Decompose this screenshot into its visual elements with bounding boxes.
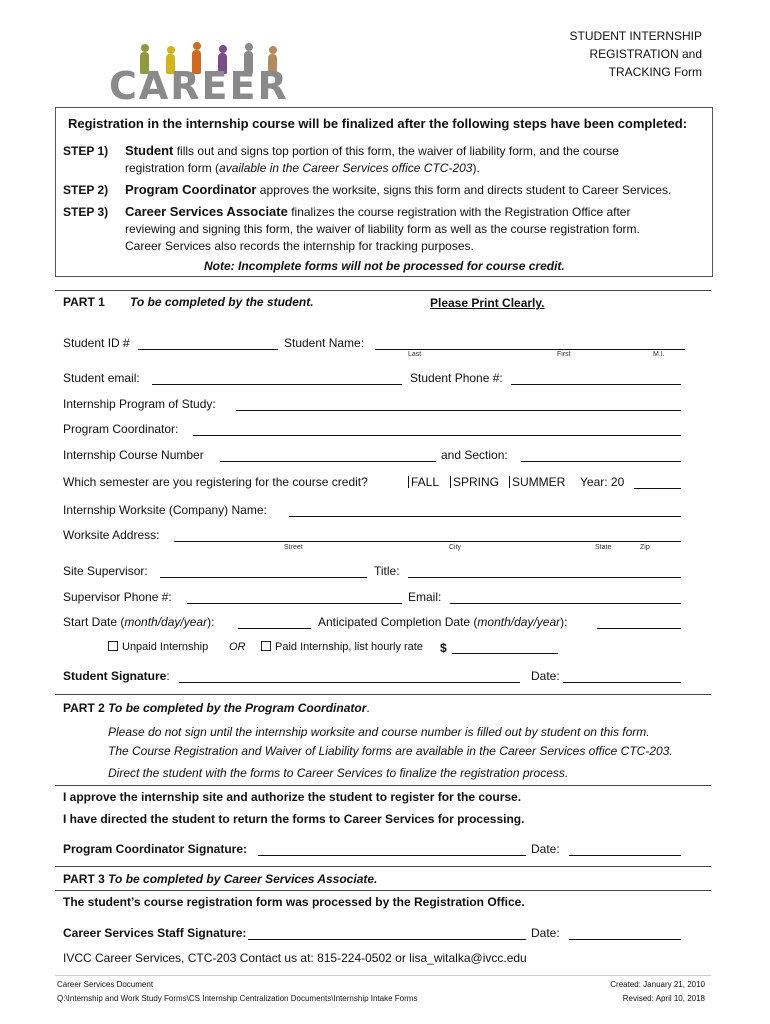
step3-label: STEP 3) — [63, 205, 109, 219]
completion-date-format: month/day/year — [477, 615, 561, 629]
part1-label: PART 1 — [63, 295, 105, 309]
supervisor-email-label: Email: — [408, 590, 442, 604]
student-name-field[interactable] — [375, 336, 685, 350]
staff-date-label: Date: — [531, 926, 560, 940]
step1-text2c: ). — [472, 161, 480, 175]
program-of-study-field[interactable] — [236, 397, 681, 411]
part2-subtitle: To be completed by the Program Coordinator — [108, 701, 367, 715]
student-phone-label: Student Phone #: — [410, 371, 503, 385]
part2-note3: Direct the student with the forms to Career Services to finalize the registration process. — [108, 766, 569, 780]
student-id-field[interactable] — [138, 336, 278, 350]
steps-note: Note: Incomplete forms will not be processed for course credit. — [204, 259, 565, 273]
summer-check-icon — [509, 476, 510, 488]
part2-heading — [63, 701, 370, 715]
address-street-caption: Street — [284, 544, 303, 551]
supervisor-title-field[interactable] — [408, 564, 681, 578]
step1-body: fills out and signs top portion of this form, the waiver of liability form, and the course — [173, 144, 619, 158]
dollar-sign: $ — [440, 641, 447, 655]
site-supervisor-field[interactable] — [160, 564, 367, 578]
student-signature-colon: : — [166, 669, 170, 683]
paid-label: Paid Internship, list hourly rate — [275, 641, 423, 653]
step1-text2b: available in the Career Services office CTC-203 — [219, 161, 473, 175]
program-coordinator-field[interactable] — [193, 422, 681, 436]
logo-figure-icon — [245, 43, 253, 51]
print-clearly-note: Please Print Clearly. — [430, 296, 545, 310]
semester-question: Which semester are you registering for the course credit? — [63, 475, 368, 489]
semester-spring-option[interactable] — [450, 475, 499, 489]
career-logo — [105, 42, 305, 106]
step1-label: STEP 1) — [63, 144, 109, 158]
unpaid-label: Unpaid Internship — [122, 641, 209, 653]
step1-text — [125, 143, 619, 158]
footer-divider — [55, 975, 711, 976]
step3-text-line3: Career Services also records the internship for tracking purposes. — [125, 239, 474, 253]
completion-date-label — [318, 615, 567, 629]
logo-figure-icon — [193, 42, 201, 50]
step2-body: approves the worksite, signs this form and directs student to Career Services. — [256, 183, 672, 197]
program-of-study-label: Internship Program of Study: — [63, 397, 216, 411]
site-supervisor-label: Site Supervisor: — [63, 564, 148, 578]
start-date-format: month/day/year — [124, 615, 208, 629]
completion-date-end: ): — [560, 615, 568, 629]
part3-subtitle: To be completed by Career Services Associate. — [108, 872, 378, 886]
supervisor-title-label: Title: — [374, 564, 400, 578]
or-label: OR — [229, 641, 246, 653]
part1-subtitle: To be completed by the student. — [130, 295, 314, 309]
step2-label: STEP 2) — [63, 183, 109, 197]
worksite-name-label: Internship Worksite (Company) Name: — [63, 503, 267, 517]
logo-wordmark: CAREER — [109, 64, 289, 108]
staff-signature-label: Career Services Staff Signature: — [63, 926, 247, 940]
paid-internship-option[interactable] — [261, 641, 423, 653]
worksite-name-field[interactable] — [289, 503, 681, 517]
logo-figure-icon — [219, 45, 227, 53]
coordinator-date-label: Date: — [531, 842, 560, 856]
student-date-label: Date: — [531, 669, 560, 683]
steps-heading: Registration in the internship course will be finalized after the following steps have been completed: — [68, 116, 688, 131]
footer-created: Created: January 21, 2010 — [610, 980, 705, 989]
footer-revised: Revised: April 10, 2018 — [622, 994, 705, 1003]
student-signature-text: Student Signature — [63, 669, 167, 683]
logo-figure-icon — [167, 46, 175, 54]
step1-lead: Student — [125, 143, 174, 158]
student-signature-label — [63, 669, 170, 683]
step3-text — [125, 204, 630, 219]
step2-text — [125, 182, 671, 197]
approve-statement: I approve the internship site and authorize the student to register for the course. — [63, 790, 522, 804]
worksite-address-label: Worksite Address: — [63, 528, 160, 542]
step1-text2a: registration form ( — [125, 161, 220, 175]
supervisor-phone-label: Supervisor Phone #: — [63, 590, 172, 604]
summer-label: SUMMER — [512, 475, 566, 489]
step3-lead: Career Services Associate — [125, 204, 288, 219]
form-title-line1: STUDENT INTERNSHIP — [569, 29, 702, 43]
part2-note1: Please do not sign until the internship worksite and course number is filled out by student on this form. — [108, 725, 650, 739]
address-state-caption: State — [595, 544, 612, 551]
fall-check-icon — [408, 476, 409, 488]
fall-label: FALL — [411, 475, 440, 489]
course-number-label: Internship Course Number — [63, 448, 204, 462]
address-zip-caption: Zip — [640, 544, 650, 551]
form-title-line2: REGISTRATION and — [589, 47, 702, 61]
logo-figure-icon — [141, 44, 149, 52]
supervisor-email-field[interactable] — [450, 590, 681, 604]
footer-path: Q:\Internship and Work Study Forms\CS Internship Centralization Documents\Internship Intake Forms — [57, 994, 418, 1003]
hourly-rate-field[interactable] — [452, 640, 558, 654]
part3-heading — [63, 872, 377, 886]
part2-period: . — [366, 701, 370, 715]
coordinator-date-field[interactable] — [569, 842, 681, 856]
student-phone-field[interactable] — [511, 371, 681, 385]
part2-label: PART 2 — [63, 701, 105, 715]
logo-figure-icon — [269, 46, 277, 54]
unpaid-internship-option[interactable] — [108, 641, 208, 653]
name-last-caption: Last — [408, 351, 422, 358]
semester-fall-option[interactable] — [408, 475, 439, 489]
course-number-field[interactable] — [220, 448, 436, 462]
directed-statement: I have directed the student to return the forms to Career Services for processing. — [63, 812, 525, 826]
name-mi-caption: M.I. — [653, 351, 665, 358]
address-city-caption: City — [449, 544, 462, 551]
part2-divider — [55, 694, 711, 695]
program-coordinator-label: Program Coordinator: — [63, 422, 179, 436]
year-field[interactable] — [634, 475, 681, 489]
spring-label: SPRING — [453, 475, 500, 489]
coordinator-signature-label: Program Coordinator Signature: — [63, 842, 248, 856]
part2-inner-divider — [55, 785, 711, 786]
student-email-field[interactable] — [152, 371, 402, 385]
start-date-field[interactable] — [238, 615, 311, 629]
spring-check-icon — [450, 476, 451, 488]
start-date-text: Start Date ( — [63, 615, 125, 629]
part2-note2: The Course Registration and Waiver of Liability forms are available in the Career Services office CTC-203. — [108, 744, 673, 758]
coordinator-signature-field[interactable] — [258, 842, 526, 856]
start-date-end: ): — [207, 615, 215, 629]
part3-divider — [55, 866, 711, 867]
step2-lead: Program Coordinator — [125, 182, 257, 197]
student-signature-field[interactable] — [179, 669, 520, 683]
contact-info: IVCC Career Services, CTC-203 Contact us at: 815-224-0502 or lisa_witalka@ivcc.edu — [63, 951, 527, 965]
staff-signature-field[interactable] — [248, 926, 526, 940]
paid-checkbox-icon[interactable] — [261, 641, 271, 651]
section-label: and Section: — [441, 448, 508, 462]
student-date-field[interactable] — [563, 669, 681, 683]
worksite-address-field[interactable] — [174, 528, 681, 542]
part1-divider — [55, 290, 711, 291]
staff-date-field[interactable] — [569, 926, 681, 940]
step1-text-line2 — [125, 161, 480, 175]
student-email-label: Student email: — [63, 371, 140, 385]
part3-label: PART 3 — [63, 872, 105, 886]
step3-body: finalizes the course registration with the Registration Office after — [287, 205, 631, 219]
footer-doc: Career Services Document — [57, 980, 154, 989]
processed-statement: The student’s course registration form was processed by the Registration Office. — [63, 895, 525, 909]
form-title — [570, 27, 702, 81]
section-field[interactable] — [521, 448, 681, 462]
semester-summer-option[interactable] — [509, 475, 565, 489]
unpaid-checkbox-icon[interactable] — [108, 641, 118, 651]
student-name-label: Student Name: — [284, 336, 365, 350]
student-id-label: Student ID # — [63, 336, 130, 350]
year-label: Year: 20 — [580, 475, 625, 489]
completion-date-field[interactable] — [597, 615, 681, 629]
part3-inner-divider — [55, 890, 711, 891]
start-date-label — [63, 615, 214, 629]
completion-date-text: Anticipated Completion Date ( — [318, 615, 478, 629]
form-title-line3: TRACKING Form — [608, 65, 702, 79]
supervisor-phone-field[interactable] — [187, 590, 402, 604]
name-first-caption: First — [557, 351, 571, 358]
step3-text-line2: reviewing and signing this form, the waiver of liability form as well as the course registration form. — [125, 222, 640, 236]
